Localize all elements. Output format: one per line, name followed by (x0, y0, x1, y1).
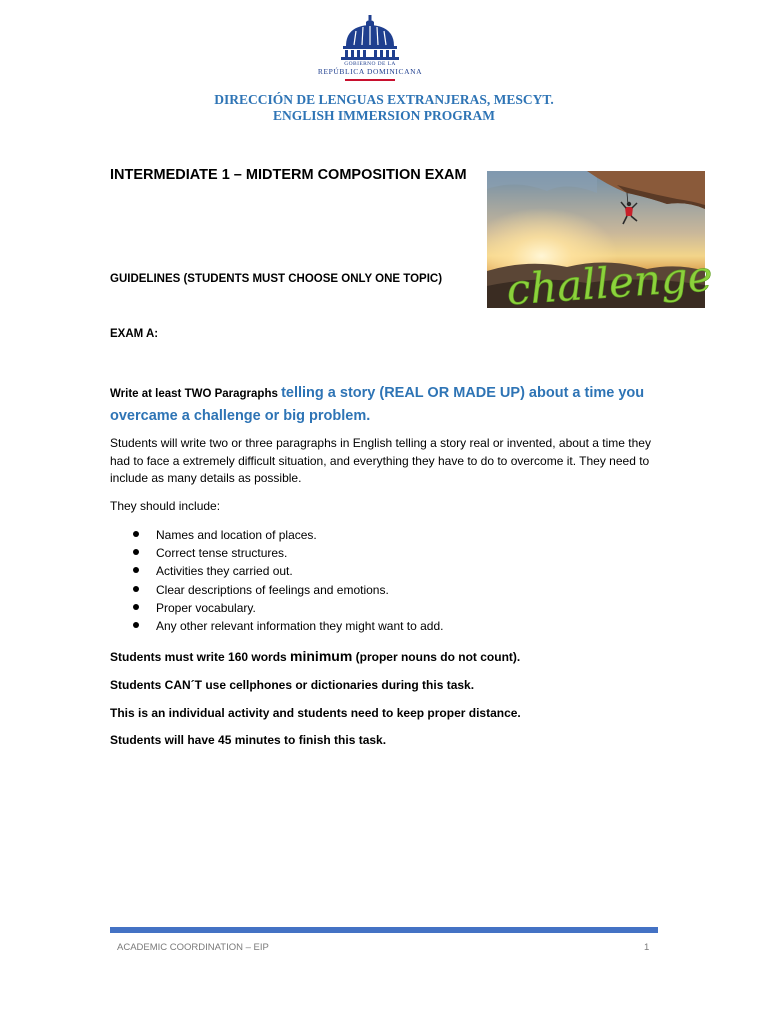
word-count-emphasis: minimum (290, 648, 353, 664)
logo-red-bar (345, 79, 395, 81)
challenge-image (487, 171, 715, 315)
footer-coordination: ACADEMIC COORDINATION – EIP (117, 942, 269, 953)
exam-title: INTERMEDIATE 1 – MIDTERM COMPOSITION EXAM (110, 167, 467, 183)
distance-rule: This is an individual activity and students need to keep proper distance. (110, 706, 521, 720)
list-item-text: Correct tense structures. (156, 546, 288, 561)
list-item (110, 581, 444, 599)
include-lead: They should include: (110, 499, 221, 513)
list-item (110, 617, 444, 635)
requirements-list (110, 526, 444, 635)
word-count-rule-text: Students must write 160 words (110, 650, 291, 664)
bullet-icon (133, 604, 139, 610)
devices-rule: Students CAN´T use cellphones or dictionaries during this task. (110, 678, 475, 692)
time-rule: Students will have 45 minutes to finish this task. (110, 733, 387, 747)
list-item (110, 526, 444, 544)
assignment-topic: telling a story (REAL OR MADE UP) about a time you overcame a challenge or big problem. (110, 385, 645, 424)
logo-republic-text: REPÚBLICA DOMINICANA (317, 67, 423, 76)
list-item-text: Proper vocabulary. (156, 600, 256, 615)
header-department: DIRECCIÓN DE LENGUAS EXTRANJERAS, MESCYT. (214, 92, 554, 107)
page-number: 1 (644, 942, 650, 953)
climber-sunset-illustration (487, 171, 715, 321)
assignment-prompt (110, 382, 670, 427)
instructions-paragraph: Students will write two or three paragraphs in English telling a story real or invented, about a time they had to face a extremely difficult situation, and everything they have to do to overcome it. They need to include as many details as possible. (110, 436, 651, 485)
header-program: ENGLISH IMMERSION PROGRAM (272, 108, 495, 123)
dome-emblem-icon (310, 12, 430, 62)
exam-label: EXAM A: (110, 328, 159, 340)
list-item (110, 599, 444, 617)
guidelines-heading: GUIDELINES (STUDENTS MUST CHOOSE ONLY ONE TOPIC) (110, 273, 443, 285)
bullet-icon (133, 531, 139, 537)
government-logo (310, 12, 430, 86)
list-item-text: Clear descriptions of feelings and emotions. (156, 582, 389, 597)
bullet-icon (133, 549, 139, 555)
list-item (110, 562, 444, 580)
bullet-icon (133, 622, 139, 628)
list-item-text: Names and location of places. (156, 528, 317, 542)
list-item (110, 544, 444, 562)
list-item-text: Activities they carried out. (156, 564, 293, 579)
assignment-lead: Write at least TWO Paragraphs (110, 388, 282, 400)
logo-government-text: GOBIERNO DE LA (344, 61, 396, 67)
word-count-note: (proper nouns do not count). (352, 650, 521, 664)
bullet-icon (133, 567, 139, 573)
footer-divider (110, 927, 658, 933)
list-item-text: Any other relevant information they might want to add. (156, 618, 444, 633)
word-count-rule (110, 648, 520, 664)
bullet-icon (133, 586, 139, 592)
challenge-script-text: challenge (505, 251, 715, 315)
